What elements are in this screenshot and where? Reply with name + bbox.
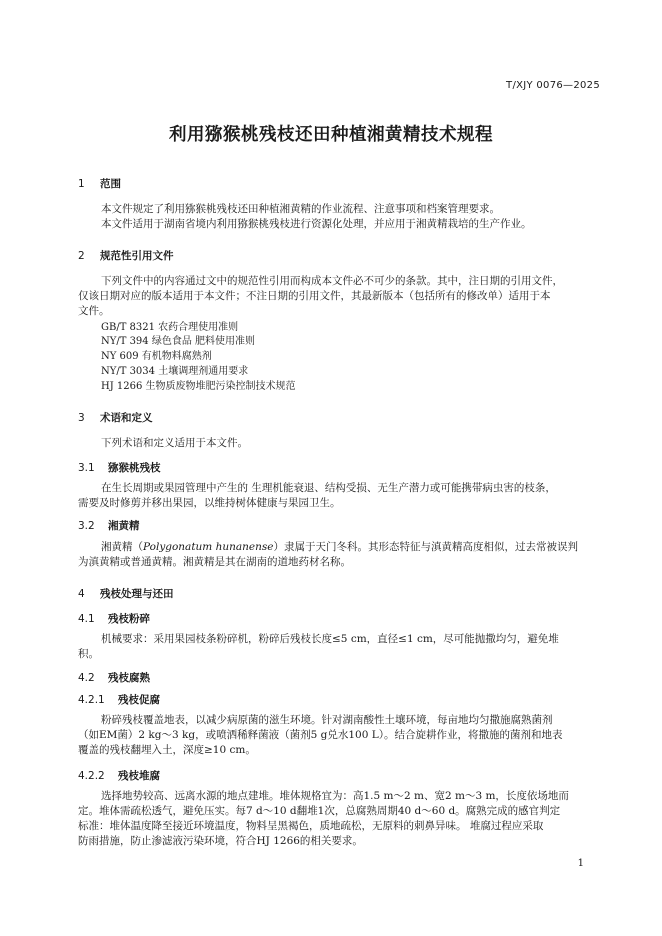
paragraph-line: （如EM菌）2 kg～3 kg，或喷洒稀释菌液（菌剂5 g兑水100 L）。结合旋耕作业，将撒施的菌剂和地表	[78, 729, 563, 741]
subsection-title: 残枝促腐	[118, 694, 160, 706]
section-title: 术语和定义	[100, 412, 153, 424]
paragraph-line: 机械要求：采用果园枝条粉碎机，粉碎后残枝长度≤5 cm，直径≤1 cm，尽可能抛撒均匀，避免堆	[101, 633, 559, 645]
term-title: 湘黄精	[108, 520, 140, 532]
term-title: 猕猴桃残枝	[108, 462, 161, 474]
paragraph-line: 防雨措施，防止渗滤液污染环境，符合HJ 1266的相关要求。	[78, 835, 363, 847]
subsection-number: 4.1	[78, 613, 95, 625]
reference-item: GB/T 8321 农药合理使用准则	[101, 322, 239, 333]
paragraph-line: 在生长周期或果园管理中产生的 生理机能衰退、结构受损、无生产潜力或可能携带病虫害的枝条，	[101, 482, 556, 494]
section-title: 残枝处理与还田	[100, 588, 174, 600]
paragraph-line: 仅该日期对应的版本适用于本文件；不注日期的引用文件，其最新版本（包括所有的修改单）适用于本	[78, 290, 551, 302]
section-title: 规范性引用文件	[100, 250, 174, 262]
text-fragment: 湘黄精（	[101, 541, 143, 553]
subsection-4-2-heading	[78, 670, 150, 685]
subsection-number: 4.2	[78, 672, 95, 684]
paragraph-line: 定。堆体需疏松透气，避免压实。每7 d～10 d翻堆1次，总腐熟周期40 d～60 d。腐熟完成的感官判定	[78, 805, 561, 817]
subsection-4-1-heading	[78, 611, 150, 626]
section-1-heading	[78, 176, 121, 191]
paragraph: 本文件适用于湖南省境内利用猕猴桃残枝进行资源化处理，并应用于湘黄精栽培的生产作业。	[101, 218, 532, 230]
section-number: 3	[78, 412, 85, 424]
reference-item: NY/T 3034 土壤调理剂通用要求	[101, 366, 249, 377]
section-4-heading	[78, 586, 174, 601]
page-number: 1	[577, 858, 584, 869]
paragraph-line: 文件。	[78, 305, 110, 317]
paragraph-line: 下列文件中的内容通过文中的规范性引用而构成本文件必不可少的条款。其中，注日期的引用文件，	[101, 275, 563, 287]
paragraph: 本文件规定了利用猕猴桃残枝还田种植湘黄精的作业流程、注意事项和档案管理要求。	[101, 203, 500, 215]
paragraph-line	[78, 540, 621, 556]
term-3-2-heading	[78, 518, 140, 533]
standard-code: T/XJY 0076—2025	[506, 80, 600, 91]
subsection-4-2-1-heading	[78, 692, 160, 707]
reference-item: HJ 1266 生物质废物堆肥污染控制技术规范	[101, 381, 296, 392]
paragraph-line: 选择地势较高、远离水源的地点建堆。堆体规格宜为：高1.5 m～2 m、宽2 m～3 m，长度依场地而	[101, 790, 569, 802]
section-number: 1	[78, 178, 85, 190]
paragraph-line: 为滇黄精或普通黄精。湘黄精是其在湖南的道地药材名称。	[78, 556, 351, 568]
subsection-number: 4.2.2	[78, 770, 105, 782]
subsection-4-2-2-heading	[78, 768, 160, 783]
text-fragment: ）隶属于天门冬科。其形态特征与滇黄精高度相似，过去常被误判	[273, 541, 578, 553]
document-title: 利用猕猴桃残枝还田种植湘黄精技术规程	[169, 125, 493, 145]
section-3-heading	[78, 410, 153, 425]
paragraph-line: 标准：堆体温度降至接近环境温度，物料呈黑褐色，质地疏松，无原料的刺鼻异味。 堆腐过程应采取	[78, 820, 544, 832]
paragraph-line: 粉碎残枝覆盖地表，以减少病原菌的滋生环境。针对湖南酸性土壤环境，每亩地均匀撒施腐熟菌剂	[101, 714, 553, 726]
paragraph-line: 覆盖的残枝翻埋入土，深度≥10 cm。	[78, 744, 256, 756]
section-number: 2	[78, 250, 85, 262]
section-title: 范围	[100, 178, 121, 190]
reference-item: NY 609 有机物料腐熟剂	[101, 351, 212, 362]
term-3-1-heading	[78, 460, 161, 475]
subsection-title: 残枝腐熟	[108, 672, 150, 684]
subsection-title: 残枝粉碎	[108, 613, 150, 625]
latin-name: Polygonatum hunanense	[143, 541, 274, 553]
section-2-heading	[78, 248, 174, 263]
section-number: 4	[78, 588, 85, 600]
paragraph: 下列术语和定义适用于本文件。	[101, 437, 248, 449]
term-number: 3.2	[78, 520, 95, 532]
paragraph-line: 需要及时修剪并移出果园，以维持树体健康与果园卫生。	[78, 497, 341, 509]
paragraph-line: 积。	[78, 648, 99, 660]
reference-item: NY/T 394 绿色食品 肥料使用准则	[101, 336, 256, 347]
term-number: 3.1	[78, 462, 95, 474]
subsection-title: 残枝堆腐	[118, 770, 160, 782]
subsection-number: 4.2.1	[78, 694, 105, 706]
